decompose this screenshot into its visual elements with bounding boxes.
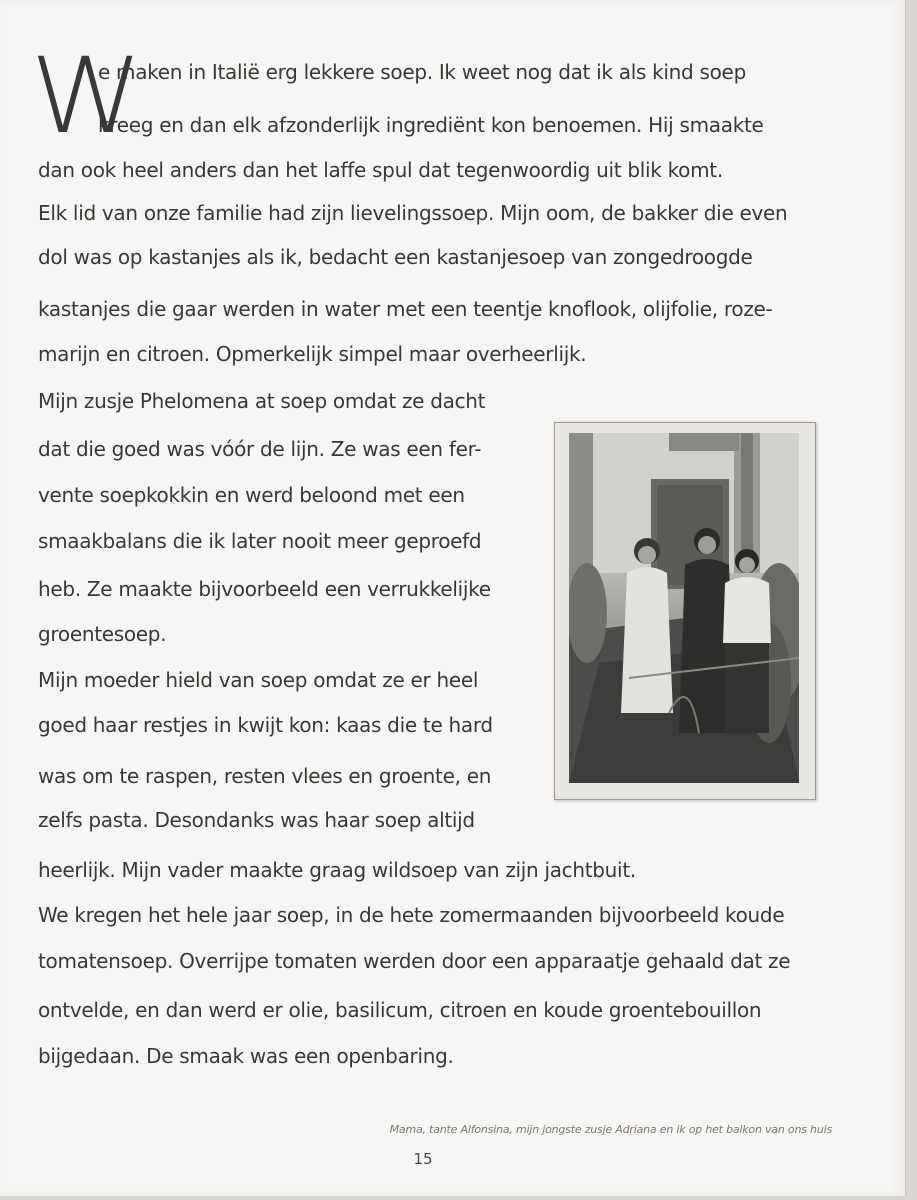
text-line: heb. Ze maakte bijvoorbeeld een verrukkelijke: [38, 577, 491, 601]
text-line: kreeg en dan elk afzonderlijk ingrediënt kon benoemen. Hij smaakte: [98, 113, 764, 137]
photo-caption: Mama, tante Alfonsina, mijn jongste zusje Adriana en ik op het balkon van ons huis: [389, 1123, 832, 1136]
drop-cap: W: [30, 35, 141, 157]
text-line: heerlijk. Mijn vader maakte graag wildsoep van zijn jachtbuit.: [38, 858, 636, 882]
text-line: Elk lid van onze familie had zijn lievelingssoep. Mijn oom, de bakker die even: [38, 201, 788, 225]
text-line: dol was op kastanjes als ik, bedacht een kastanjesoep van zongedroogde: [38, 245, 753, 269]
text-line: tomatensoep. Overrijpe tomaten werden door een apparaatje gehaald dat ze: [38, 949, 791, 973]
text-line: marijn en citroen. Opmerkelijk simpel maar overheerlijk.: [38, 342, 587, 366]
text-line: kastanjes die gaar werden in water met een teentje knoflook, olijfolie, roze-: [38, 297, 773, 321]
text-line: Mijn zusje Phelomena at soep omdat ze dacht: [38, 389, 486, 413]
text-line: was om te raspen, resten vlees en groente, en: [38, 764, 492, 788]
text-line: dan ook heel anders dan het laffe spul dat tegenwoordig uit blik komt.: [38, 158, 723, 182]
text-line: vente soepkokkin en werd beloond met een: [38, 483, 465, 507]
text-line: goed haar restjes in kwijt kon: kaas die te hard: [38, 713, 493, 737]
text-line: e maken in Italië erg lekkere soep. Ik weet nog dat ik als kind soep: [98, 60, 746, 84]
page-number: 15: [413, 1150, 433, 1168]
text-line: smaakbalans die ik later nooit meer geproefd: [38, 529, 482, 553]
text-line: We kregen het hele jaar soep, in de hete zomermaanden bijvoorbeeld koude: [38, 903, 785, 927]
text-line: Mijn moeder hield van soep omdat ze er heel: [38, 668, 479, 692]
text-line: bijgedaan. De smaak was een openbaring.: [38, 1044, 454, 1068]
family-photo: [554, 422, 816, 800]
text-line: zelfs pasta. Desondanks was haar soep altijd: [38, 808, 475, 832]
photo-image: [569, 433, 799, 783]
text-line: groentesoep.: [38, 622, 167, 646]
text-line: ontvelde, en dan werd er olie, basilicum, citroen en koude groentebouillon: [38, 998, 762, 1022]
text-line: dat die goed was vóór de lijn. Ze was een fer-: [38, 437, 482, 461]
